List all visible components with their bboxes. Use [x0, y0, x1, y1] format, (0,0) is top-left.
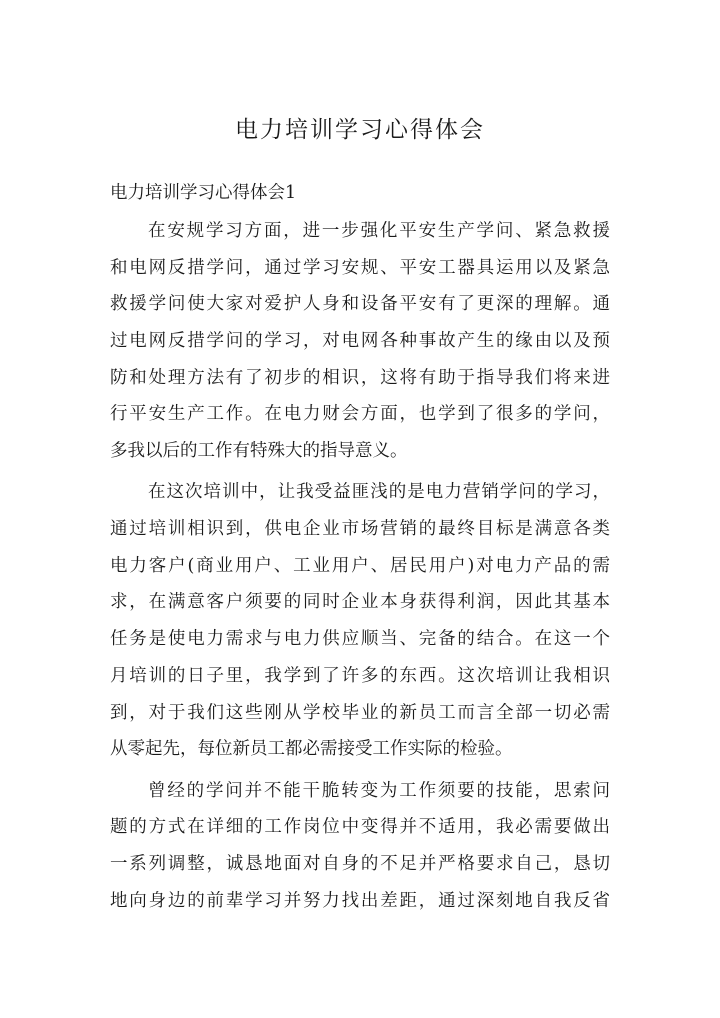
text-line: 和电网反措学问，通过学习安规、平安工器具运用以及紧急: [110, 257, 610, 278]
text-line: 任务是使电力需求与电力供应顺当、完备的结合。在这一个: [110, 629, 610, 650]
text-line: 一系列调整，诚恳地面对自身的不足并严格要求自己，恳切: [110, 853, 610, 874]
text-line: 求，在满意客户须要的同时企业本身获得利润，因此其基本: [110, 592, 610, 613]
text-line: 地向身边的前辈学习并努力找出差距，通过深刻地自我反省: [110, 890, 610, 911]
text-line: 通过培训相识到，供电企业市场营销的最终目标是满意各类: [110, 519, 610, 540]
paragraph-3: [110, 773, 610, 920]
text-line: 从零起先，每位新员工都必需接受工作实际的检验。: [110, 739, 513, 760]
text-line: 题的方式在详细的工作岗位中变得并不适用，我必需要做出: [110, 817, 610, 838]
text-line: 防和处理方法有了初步的相识，这将有助于指导我们将来进: [110, 367, 610, 388]
text-line: 到，对于我们这些刚从学校毕业的新员工而言全部一切必需: [110, 702, 610, 723]
text-line: 行平安生产工作。在电力财会方面，也学到了很多的学问，: [110, 404, 610, 425]
document-body: [110, 213, 610, 924]
text-line: 在这次培训中，让我受益匪浅的是电力营销学问的学习，: [148, 482, 610, 503]
text-line: 过电网反措学问的学习，对电网各种事故产生的缘由以及预: [110, 331, 610, 352]
text-line: 电力客户(商业用户、工业用户、居民用户)对电力产品的需: [110, 555, 610, 576]
text-line: 曾经的学问并不能干脆转变为工作须要的技能，思索问: [148, 780, 610, 801]
section-heading: 电力培训学习心得体会1: [110, 183, 297, 203]
document-title: 电力培训学习心得体会: [235, 117, 485, 143]
paragraph-2: [110, 474, 610, 768]
text-line: 月培训的日子里，我学到了许多的东西。这次培训让我相识: [110, 665, 610, 686]
text-line: 在安规学习方面，进一步强化平安生产学问、紧急救援: [148, 221, 610, 241]
paragraph-1: [110, 213, 610, 470]
text-line: 救援学问使大家对爱护人身和设备平安有了更深的理解。通: [110, 294, 610, 315]
text-line: 多我以后的工作有特殊大的指导意义。: [110, 441, 408, 462]
